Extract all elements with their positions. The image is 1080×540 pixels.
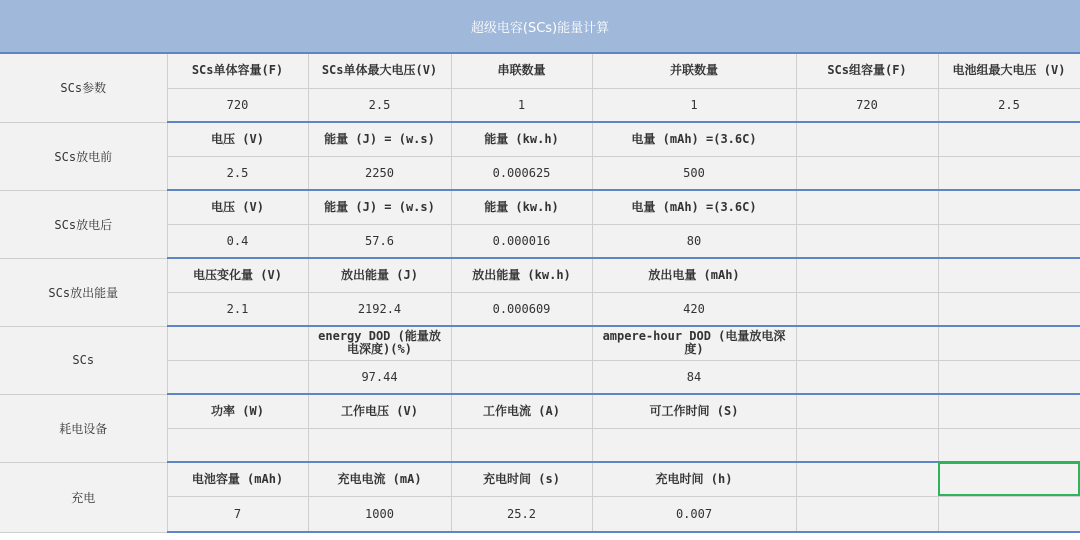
value-cell[interactable]: 500 bbox=[592, 156, 796, 190]
input-cell-series-count[interactable]: 1 bbox=[451, 88, 592, 122]
header-cell[interactable]: SCs单体容量(F) bbox=[167, 54, 308, 88]
empty-cell[interactable] bbox=[938, 156, 1080, 190]
value-cell[interactable] bbox=[308, 428, 451, 462]
empty-cell[interactable] bbox=[796, 292, 938, 326]
header-cell[interactable]: 电压变化量 (V) bbox=[167, 258, 308, 292]
input-cell-before-voltage[interactable]: 2.5 bbox=[167, 156, 308, 190]
empty-cell[interactable] bbox=[938, 224, 1080, 258]
input-cell-parallel-count[interactable]: 1 bbox=[592, 88, 796, 122]
value-cell-charge-time-h[interactable]: 0.007 bbox=[592, 496, 796, 532]
empty-cell[interactable] bbox=[451, 326, 592, 360]
header-cell[interactable]: 能量 (J) = (w.s) bbox=[308, 190, 451, 224]
header-cell[interactable]: SCs组容量(F) bbox=[796, 54, 938, 88]
input-cell-sc-max-voltage[interactable]: 2.5 bbox=[308, 88, 451, 122]
input-cell-charge-current[interactable]: 1000 bbox=[308, 496, 451, 532]
empty-cell[interactable] bbox=[796, 190, 938, 224]
value-cell-energy-dod[interactable]: 97.44 bbox=[308, 360, 451, 394]
group-label-before[interactable]: SCs放电前 bbox=[0, 122, 167, 190]
group-label-params[interactable]: SCs参数 bbox=[0, 54, 167, 122]
header-cell[interactable]: 能量 (kw.h) bbox=[451, 190, 592, 224]
value-cell-ampere-hour-dod[interactable]: 84 bbox=[592, 360, 796, 394]
header-cell[interactable]: 功率 (W) bbox=[167, 394, 308, 428]
header-cell[interactable]: 能量 (J) = (w.s) bbox=[308, 122, 451, 156]
input-cell-sc-capacity[interactable]: 720 bbox=[167, 88, 308, 122]
header-cell[interactable]: 电压 (V) bbox=[167, 122, 308, 156]
header-cell[interactable]: 充电时间 (h) bbox=[592, 462, 796, 496]
sheet-title: 超级电容(SCs)能量计算 bbox=[470, 20, 610, 36]
value-cell[interactable]: 80 bbox=[592, 224, 796, 258]
value-cell[interactable]: 2192.4 bbox=[308, 292, 451, 326]
value-cell[interactable] bbox=[592, 428, 796, 462]
selected-cell[interactable] bbox=[938, 462, 1080, 496]
calculation-grid bbox=[0, 54, 1080, 533]
empty-cell[interactable] bbox=[451, 360, 592, 394]
params-header-row bbox=[0, 54, 1080, 88]
empty-cell[interactable] bbox=[796, 122, 938, 156]
empty-cell[interactable] bbox=[167, 360, 308, 394]
empty-cell[interactable] bbox=[796, 156, 938, 190]
header-cell[interactable]: 电压 (V) bbox=[167, 190, 308, 224]
empty-cell[interactable] bbox=[796, 258, 938, 292]
value-cell[interactable]: 2250 bbox=[308, 156, 451, 190]
group-label-after[interactable]: SCs放电后 bbox=[0, 190, 167, 258]
header-cell[interactable]: 放出能量 (J) bbox=[308, 258, 451, 292]
header-cell[interactable]: 电池组最大电压 (V) bbox=[938, 54, 1080, 88]
value-cell[interactable] bbox=[167, 428, 308, 462]
charge-header-row bbox=[0, 462, 1080, 496]
header-cell[interactable]: SCs单体最大电压(V) bbox=[308, 54, 451, 88]
empty-cell[interactable] bbox=[796, 224, 938, 258]
header-cell[interactable]: 并联数量 bbox=[592, 54, 796, 88]
dod-header-row bbox=[0, 326, 1080, 360]
before-header-row bbox=[0, 122, 1080, 156]
header-cell[interactable]: 工作电压 (V) bbox=[308, 394, 451, 428]
header-cell[interactable]: 电量 (mAh) =(3.6C) bbox=[592, 190, 796, 224]
empty-cell[interactable] bbox=[938, 258, 1080, 292]
empty-cell[interactable] bbox=[796, 428, 938, 462]
header-cell-energy-dod[interactable]: energy DOD (能量放电深度)(%) bbox=[308, 326, 451, 360]
header-cell[interactable]: 电量 (mAh) =(3.6C) bbox=[592, 122, 796, 156]
empty-cell[interactable] bbox=[796, 496, 938, 532]
input-cell-battery-capacity[interactable]: 7 bbox=[167, 496, 308, 532]
empty-cell[interactable] bbox=[938, 326, 1080, 360]
value-cell[interactable]: 57.6 bbox=[308, 224, 451, 258]
group-label-dod[interactable]: SCs bbox=[0, 326, 167, 394]
empty-cell[interactable] bbox=[796, 326, 938, 360]
header-cell[interactable]: 能量 (kw.h) bbox=[451, 122, 592, 156]
empty-cell[interactable] bbox=[167, 326, 308, 360]
empty-cell[interactable] bbox=[938, 360, 1080, 394]
after-header-row bbox=[0, 190, 1080, 224]
group-label-charge[interactable]: 充电 bbox=[0, 462, 167, 532]
empty-cell[interactable] bbox=[938, 292, 1080, 326]
empty-cell[interactable] bbox=[796, 462, 938, 496]
value-cell-group-capacity[interactable]: 720 bbox=[796, 88, 938, 122]
empty-cell[interactable] bbox=[938, 394, 1080, 428]
value-cell[interactable]: 420 bbox=[592, 292, 796, 326]
empty-cell[interactable] bbox=[796, 360, 938, 394]
empty-cell[interactable] bbox=[938, 122, 1080, 156]
header-cell[interactable]: 工作电流 (A) bbox=[451, 394, 592, 428]
group-label-released[interactable]: SCs放出能量 bbox=[0, 258, 167, 326]
value-cell[interactable]: 0.000609 bbox=[451, 292, 592, 326]
value-cell[interactable]: 0.000016 bbox=[451, 224, 592, 258]
empty-cell[interactable] bbox=[938, 496, 1080, 532]
sheet-title-bar bbox=[0, 0, 1080, 54]
input-cell-after-voltage[interactable]: 0.4 bbox=[167, 224, 308, 258]
empty-cell[interactable] bbox=[796, 394, 938, 428]
value-cell[interactable]: 0.000625 bbox=[451, 156, 592, 190]
header-cell[interactable]: 放出电量 (mAh) bbox=[592, 258, 796, 292]
header-cell[interactable]: 串联数量 bbox=[451, 54, 592, 88]
value-cell[interactable] bbox=[451, 428, 592, 462]
value-cell-charge-time-s[interactable]: 25.2 bbox=[451, 496, 592, 532]
group-label-device[interactable]: 耗电设备 bbox=[0, 394, 167, 462]
header-cell-ampere-hour-dod[interactable]: ampere-hour DOD (电量放电深度) bbox=[592, 326, 796, 360]
header-cell[interactable]: 充电电流 (mA) bbox=[308, 462, 451, 496]
released-header-row bbox=[0, 258, 1080, 292]
empty-cell[interactable] bbox=[938, 428, 1080, 462]
device-header-row bbox=[0, 394, 1080, 428]
value-cell-pack-max-voltage[interactable]: 2.5 bbox=[938, 88, 1080, 122]
value-cell[interactable]: 2.1 bbox=[167, 292, 308, 326]
empty-cell[interactable] bbox=[938, 190, 1080, 224]
header-cell[interactable]: 充电时间 (s) bbox=[451, 462, 592, 496]
header-cell[interactable]: 放出能量 (kw.h) bbox=[451, 258, 592, 292]
header-cell[interactable]: 可工作时间 (S) bbox=[592, 394, 796, 428]
header-cell[interactable]: 电池容量 (mAh) bbox=[167, 462, 308, 496]
